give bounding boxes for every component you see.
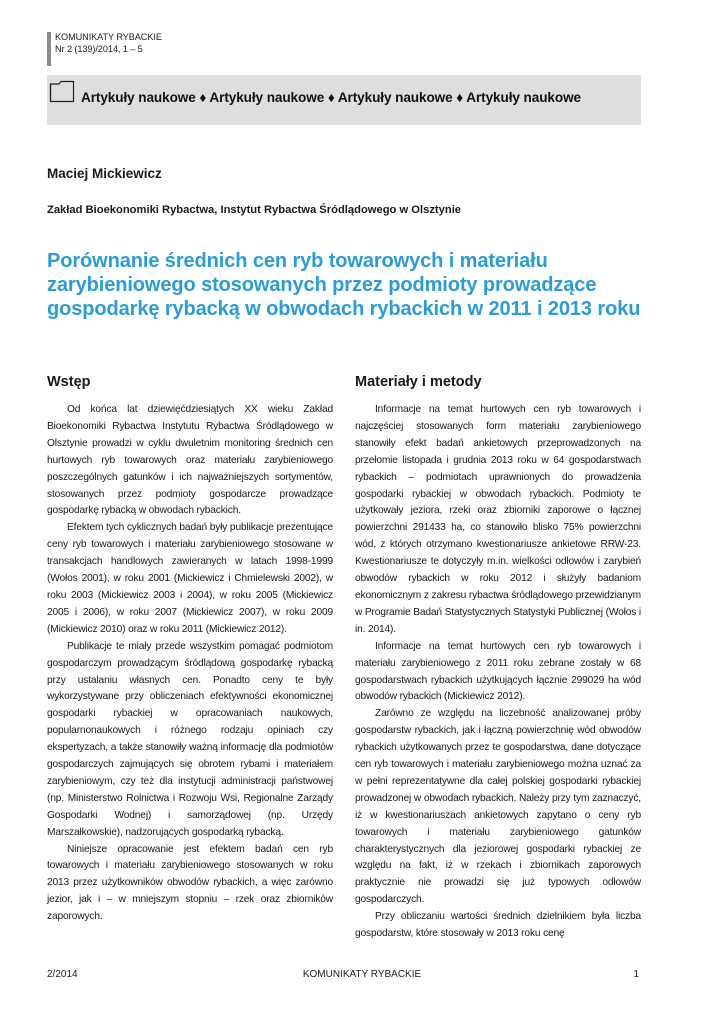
intro-paragraph-3: Publikacje te miały przede wszystkim pomagać podmiotom gospodarczym prowadzącym śródlądową gospodarkę rybacką przy ustalaniu własnych cen. Ponadto ceny te były wykorzystywane przy obliczeniach efektywności ekonomicznej gospodarki rybackiej w opracowaniach naukowych, popularnonaukowych i różnego rodzaju opiniach czy ekspertyzach, a także stanowiły ważną informację dla podmiotów gospodarczych zajmujących się obrotem rybami i materiałem zarybieniowym, czy też dla instytucji administracji państwowej (np. Ministerstwo Rolnictwa i Rozwoju Wsi, Regionalne Zarządy Gospodarki Wodnej) i samorządowej (np. Urzędy Marszałkowskie), nadzorujących gospodarką rybacką. <box>47 640 333 838</box>
methods-paragraph-3: Zarówno ze względu na liczebność analizowanej próby gospodarstw rybackich, jak i łączną powierzchnię wód obwodów rybackich użytkowanych przez te gospodarstwa, dane dotyczące cen ryb towarowych i materiału zarybieniowego można uznać za w pełni reprezentatywne dla całej polskiej gospodarki rybackiej prowadzonej w obwodach rybackich. Należy przy tym zaznaczyć, iż w kwestionariuszach ankietowych zapytano o ceny ryb towarowych i materiału zarybieniowego gatunków charakterystycznych dla jeziorowej gospodarki rybackiej ze względu na fakt, iż w rzekach i zbiornikach zaporowych praktycznie nie prowadzi się już typowych odłowów gospodarczych. <box>355 708 641 906</box>
journal-name: KOMUNIKATY RYBACKIE <box>55 32 162 42</box>
journal-issue: Nr 2 (139)/2014, 1 – 5 <box>55 44 143 54</box>
author-affiliation: Zakład Bioekonomiki Rybactwa, Instytut Rybactwa Śródlądowego w Olsztynie <box>47 204 462 216</box>
footer-journal: KOMUNIKATY RYBACKIE <box>302 969 422 980</box>
intro-paragraph-1: Od końca lat dziewięćdziesiątych XX wieku Zakład Bioekonomiki Rybactwa Instytutu Rybactwa Śródlądowego w Olsztynie prowadzi w cyklu dwuletnim monitoring średnich cen hurtowych ryb towarowych oraz materiału zarybieniowego poszczególnych gatunków i ich najważniejszych sortymentów, stosowanych przez podmioty gospodarcze prowadzące gospodarkę rybacką w obwodach rybackich. <box>47 404 333 517</box>
footer-issue: 2/2014 <box>47 969 78 980</box>
author-name: Maciej Mickiewicz <box>47 166 162 181</box>
right-column <box>355 374 641 943</box>
page-number: 1 <box>633 969 639 980</box>
intro-paragraph-4: Niniejsze opracowanie jest efektem badań cen ryb towarowych i materiału zarybieniowego stosowanych w roku 2013 przez użytkowników obwodów rybackich, a więc zarówno jezior, jak i – w mniejszym stopniu – rzek oraz zbiorników zaporowych. <box>47 843 333 923</box>
journal-header <box>55 31 162 55</box>
methods-heading: Materiały i metody <box>355 374 482 390</box>
left-column <box>47 374 333 926</box>
article-title: Porównanie średnich cen ryb towarowych i materiału zarybieniowego stosowanych przez podmioty prowadzące gospodarkę rybacką w obwodach rybackich w 2011 i 2013 roku <box>47 250 641 320</box>
methods-paragraph-4: Przy obliczaniu wartości średnich dzielnikiem była liczba gospodarstw, które stosowały w 2013 roku cenę <box>355 911 641 940</box>
banner-text: Artykuły naukowe ♦ Artykuły naukowe ♦ Artykuły naukowe ♦ Artykuły naukowe <box>81 90 582 105</box>
methods-paragraph-1: Informacje na temat hurtowych cen ryb towarowych i najczęściej stosowanych form materiału zarybieniowego stanowiły efekt badań ankietowych przeprowadzonych na przełomie listopada i grudnia 2013 roku w 64 gospodarstwach rybackich – podmiotach uprawnionych do prowadzenia gospodarki rybackiej w obwodach rybackich. Podmioty te użytkowały jeziora, rzeki oraz zbiorniki zaporowe o łącznej powierzchni 291433 ha, co stanowiło blisko 75% powierzchni wód, z których otrzymano kwestionariusze ankietowe RRW-23. Kwestionariusze te dotyczyły m.in. wielkości odłowów i zarybień obwodów rybackich w roku 2012 i służyły badaniom ekonomicznym z zakresu rybactwa śródlądowego przewidzianym w Programie Badań Statystycznych Statystyki Publicznej (Wołos i in. 2014). <box>355 404 641 635</box>
section-banner <box>47 75 641 125</box>
methods-paragraph-2: Informacje na temat hurtowych cen ryb towarowych i materiału zarybieniowego z 2011 roku zebrane zostały w 68 gospodarstwach rybackich użytkujących łącznie 299029 ha wód obwodów rybackich (Mickiewicz 2012). <box>355 640 641 703</box>
intro-paragraph-2: Efektem tych cyklicznych badań były publikacje prezentujące ceny ryb towarowych i materiału zarybieniowego stosowane w transakcjach handlowych zawieranych w latach 1998-1999 (Wołos 2001), w roku 2001 (Mickiewicz i Chmielewski 2002), w roku 2003 (Mickiewicz 2003 i 2004), w roku 2005 (Mickiewicz 2005 i 2006), w roku 2007 (Mickiewicz 2007), w roku 2009 (Mickiewicz 2010) oraz w roku 2011 (Mickiewicz 2012). <box>47 522 333 635</box>
document-icon <box>49 79 75 103</box>
journal-marker-bar <box>47 32 51 66</box>
intro-heading: Wstęp <box>47 374 91 390</box>
